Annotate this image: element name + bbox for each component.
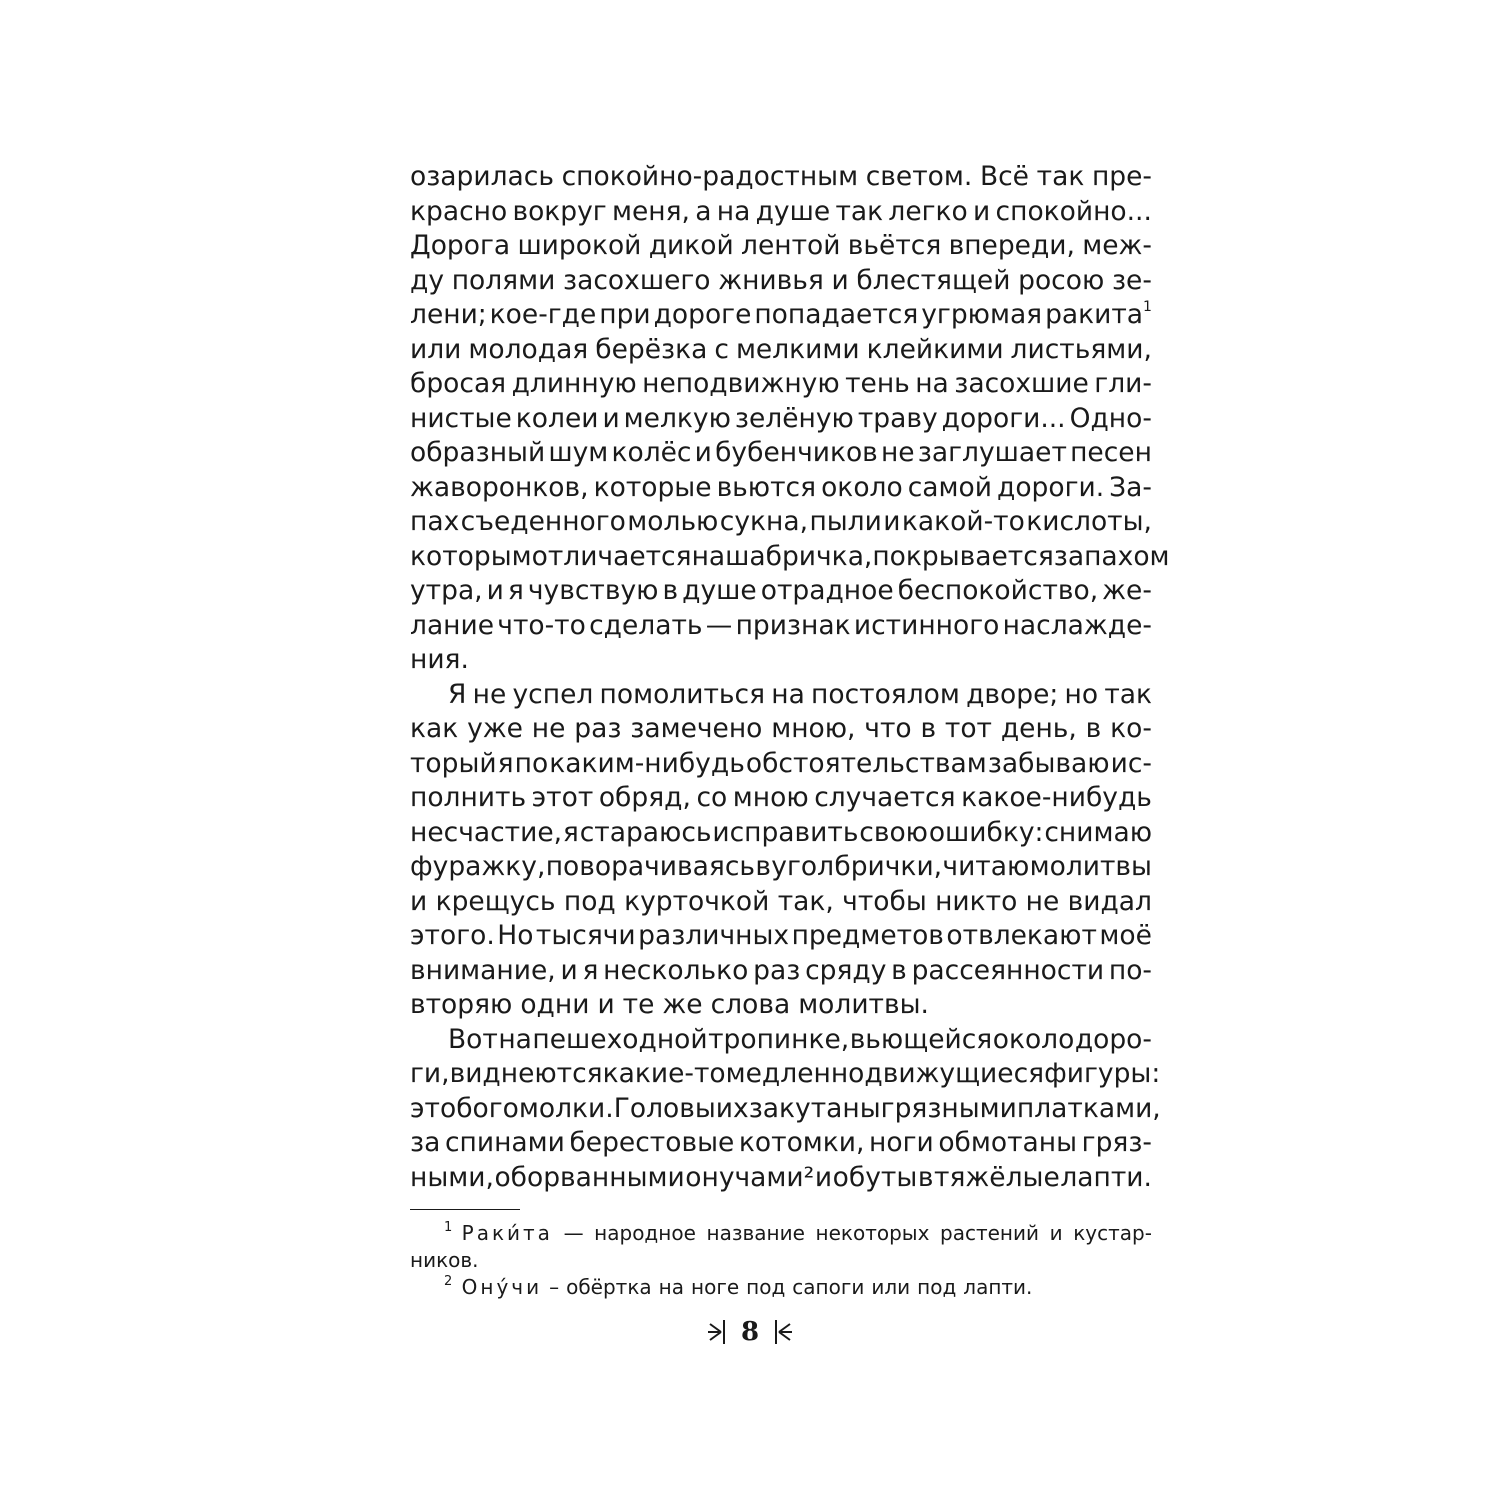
text-line bbox=[410, 436, 1152, 471]
text-line bbox=[410, 471, 1152, 506]
word: Дорога bbox=[410, 230, 511, 261]
word: – bbox=[549, 1275, 560, 1299]
word: несколько bbox=[603, 954, 749, 986]
word: траву bbox=[857, 402, 938, 434]
word: я bbox=[582, 954, 599, 986]
word: дикой bbox=[648, 230, 734, 261]
word: молодая bbox=[468, 333, 589, 365]
text-line bbox=[410, 919, 1152, 954]
word: не bbox=[472, 678, 507, 710]
word: которым bbox=[410, 540, 532, 572]
text-line bbox=[410, 1161, 1152, 1196]
word: клейкими bbox=[866, 333, 1004, 365]
word: пре- bbox=[1091, 161, 1152, 192]
word: листьями, bbox=[1010, 333, 1152, 365]
word: Всё bbox=[979, 161, 1029, 192]
word: забываю bbox=[987, 747, 1110, 779]
word: и bbox=[560, 954, 578, 986]
word: я bbox=[562, 816, 579, 848]
word: и bbox=[597, 989, 615, 1020]
word: — bbox=[563, 1221, 584, 1245]
text-line bbox=[410, 712, 1152, 747]
word: богомолки. bbox=[456, 1092, 614, 1124]
word: дороги... bbox=[941, 402, 1066, 434]
word: берестовые bbox=[569, 1127, 735, 1158]
word: за bbox=[410, 1127, 441, 1158]
word: съеденного bbox=[460, 506, 626, 537]
word: каким-нибудь bbox=[549, 747, 745, 779]
word: гряз- bbox=[1081, 1127, 1152, 1158]
word: мною bbox=[732, 782, 809, 813]
word: светом. bbox=[865, 161, 973, 192]
word: жаворонков, bbox=[410, 471, 589, 503]
text-line bbox=[410, 505, 1152, 540]
word: признак bbox=[735, 609, 851, 641]
word: раз bbox=[574, 713, 622, 744]
word: образный bbox=[410, 437, 546, 468]
word: тяжёлые bbox=[934, 1161, 1060, 1193]
word: бубенчиков bbox=[715, 437, 878, 468]
word: постоялом bbox=[811, 678, 960, 710]
word: со bbox=[696, 782, 728, 813]
word: отвлекают bbox=[946, 920, 1097, 951]
word: угол bbox=[771, 851, 835, 882]
word: я bbox=[507, 575, 524, 606]
text-line bbox=[410, 609, 1152, 644]
word: что-то bbox=[497, 609, 586, 641]
footnote-ref: 1 bbox=[1143, 299, 1152, 316]
word: онучами² bbox=[685, 1161, 815, 1193]
word: платками, bbox=[1016, 1092, 1161, 1124]
word: предметов bbox=[791, 920, 944, 951]
word: около bbox=[992, 1023, 1075, 1055]
word: и bbox=[883, 506, 901, 537]
word: молью bbox=[627, 506, 719, 537]
word: и bbox=[486, 575, 504, 606]
word: лени; bbox=[410, 299, 487, 330]
word: Я bbox=[448, 678, 467, 710]
word: брички, bbox=[834, 851, 943, 882]
word: зелёную bbox=[734, 402, 854, 434]
word: не bbox=[1025, 885, 1060, 917]
word: в bbox=[917, 1161, 934, 1193]
word: обстоятельствам bbox=[745, 747, 987, 779]
text-line bbox=[410, 195, 1152, 230]
word: спокойно-радостным bbox=[561, 161, 859, 192]
word: полнить bbox=[410, 782, 527, 813]
word: тысячи bbox=[535, 920, 636, 951]
word: медленно bbox=[725, 1058, 865, 1089]
body-text bbox=[410, 160, 1170, 1195]
word: но bbox=[1064, 678, 1099, 710]
word: в bbox=[891, 954, 907, 986]
word: песен bbox=[1070, 437, 1152, 468]
word: помолиться bbox=[599, 678, 766, 710]
word: вьющейся bbox=[849, 1023, 993, 1055]
word: дворе; bbox=[966, 678, 1059, 710]
text-line bbox=[410, 264, 1152, 299]
word: сряду bbox=[805, 954, 887, 986]
word: ными, bbox=[410, 1161, 494, 1193]
word: при bbox=[599, 299, 651, 330]
word: ния. bbox=[410, 644, 469, 675]
word: и bbox=[410, 885, 428, 917]
word: кустар- bbox=[1073, 1221, 1152, 1245]
page-footer bbox=[0, 1312, 1500, 1352]
word: обмотаны bbox=[938, 1127, 1078, 1158]
word: народное bbox=[594, 1221, 696, 1245]
word: же bbox=[662, 989, 703, 1020]
word: зе- bbox=[1111, 264, 1152, 296]
word: различных bbox=[638, 920, 790, 951]
word: оборванными bbox=[494, 1161, 685, 1193]
text-line bbox=[410, 678, 1152, 713]
word: исправить bbox=[712, 816, 859, 848]
text-line bbox=[410, 885, 1152, 920]
word: истинного bbox=[853, 609, 1000, 641]
text-line bbox=[410, 816, 1152, 851]
word: моё bbox=[1099, 920, 1152, 951]
word: грязными bbox=[880, 1092, 1017, 1124]
footnotes bbox=[410, 1220, 1152, 1301]
word: запахом bbox=[1053, 540, 1170, 572]
word: полями bbox=[451, 264, 556, 296]
word: засохшие bbox=[954, 368, 1089, 399]
word: не bbox=[880, 437, 915, 468]
word: торый bbox=[410, 747, 497, 779]
word: пешеходной bbox=[532, 1023, 708, 1055]
word: около bbox=[821, 471, 903, 503]
word: обёртка bbox=[566, 1275, 652, 1299]
word: широкой bbox=[517, 230, 642, 261]
word: пыли bbox=[809, 506, 882, 537]
word: какое-нибудь bbox=[961, 782, 1152, 813]
word: ракита$^1$ bbox=[1045, 299, 1152, 330]
word: сукна, bbox=[719, 506, 809, 537]
word: под bbox=[746, 1275, 786, 1299]
word: это bbox=[410, 1092, 457, 1124]
word: и bbox=[814, 1161, 833, 1193]
word: в bbox=[755, 851, 771, 882]
word: чувствую bbox=[527, 575, 659, 606]
word: вьётся bbox=[847, 230, 942, 261]
word: мною, bbox=[771, 713, 856, 744]
word: и bbox=[831, 264, 849, 296]
word: лапти. bbox=[1060, 1161, 1152, 1193]
word: Но bbox=[497, 920, 534, 951]
word: на bbox=[498, 1023, 532, 1055]
word: те bbox=[622, 989, 655, 1020]
word: курточкой bbox=[624, 885, 770, 917]
word: наша bbox=[691, 540, 766, 572]
word: в bbox=[662, 575, 679, 606]
word: тень bbox=[845, 368, 910, 399]
word: или bbox=[410, 333, 462, 365]
word: в bbox=[1085, 713, 1102, 744]
ornament-right-icon bbox=[773, 1318, 793, 1346]
word: или bbox=[871, 1275, 911, 1299]
word: обряд, bbox=[598, 782, 691, 813]
word: Одно- bbox=[1069, 402, 1152, 434]
word: спокойно... bbox=[995, 195, 1152, 227]
word: видал bbox=[1067, 885, 1152, 917]
word: бричка, bbox=[765, 540, 873, 572]
word: мелкую bbox=[623, 402, 731, 434]
word: на bbox=[915, 368, 949, 399]
text-line bbox=[410, 954, 1152, 989]
word: меж- bbox=[1082, 230, 1152, 261]
word: наслажде- bbox=[1002, 609, 1152, 641]
word: я bbox=[497, 747, 514, 779]
text-line bbox=[410, 229, 1152, 264]
word: так bbox=[1104, 678, 1152, 710]
text-line bbox=[410, 643, 1152, 678]
word: раз bbox=[753, 954, 801, 986]
word: так bbox=[1036, 161, 1085, 192]
text-line bbox=[410, 160, 1152, 195]
word: какой-то bbox=[901, 506, 1025, 537]
word: красно bbox=[410, 195, 508, 227]
word: внимание, bbox=[410, 954, 556, 986]
word: длинную bbox=[511, 368, 637, 399]
word: впереди, bbox=[948, 230, 1075, 261]
word: душе bbox=[755, 195, 831, 227]
footnote-term: $^2$ Ону́чи bbox=[444, 1274, 543, 1299]
word: и bbox=[1049, 1221, 1063, 1245]
word: ошибку: bbox=[928, 816, 1044, 848]
word: ги, bbox=[410, 1058, 450, 1089]
page-number: 8 bbox=[740, 1317, 760, 1347]
word: сделать bbox=[589, 609, 703, 641]
word: которые bbox=[593, 471, 712, 503]
word: тот bbox=[944, 713, 992, 744]
text-line bbox=[410, 540, 1170, 575]
word: ис- bbox=[1110, 747, 1152, 779]
word: — bbox=[705, 609, 733, 641]
word: так, bbox=[777, 885, 834, 917]
word: фуражку, bbox=[410, 851, 546, 882]
word: в bbox=[920, 713, 937, 744]
word: беспокойство, bbox=[897, 575, 1099, 606]
word: душе bbox=[682, 575, 757, 606]
word: виднеются bbox=[449, 1058, 603, 1089]
word: на bbox=[716, 195, 751, 227]
word: лапти. bbox=[963, 1275, 1033, 1299]
word: нистые bbox=[410, 402, 512, 434]
word: успел bbox=[512, 678, 594, 710]
text-line bbox=[410, 298, 1152, 333]
word: шум bbox=[548, 437, 609, 468]
word: мелкими bbox=[735, 333, 860, 365]
word: свою bbox=[859, 816, 928, 848]
word: стараюсь bbox=[579, 816, 712, 848]
word: озарилась bbox=[410, 161, 554, 192]
word: по bbox=[514, 747, 549, 779]
word: бросая bbox=[410, 368, 507, 399]
word: чтобы bbox=[842, 885, 927, 917]
word: некоторых bbox=[815, 1221, 930, 1245]
word: пах bbox=[410, 506, 460, 537]
word: замечено bbox=[630, 713, 763, 744]
word: покрывается bbox=[872, 540, 1054, 572]
word: с bbox=[714, 333, 729, 365]
word: угрюмая bbox=[921, 299, 1043, 330]
word: дороги. bbox=[997, 471, 1105, 503]
word: молитвы bbox=[1029, 851, 1152, 882]
word: тропинке, bbox=[708, 1023, 850, 1055]
word: лание bbox=[410, 609, 495, 641]
word: меня, bbox=[611, 195, 690, 227]
word: рассеянности bbox=[911, 954, 1105, 986]
word: читаю bbox=[942, 851, 1030, 882]
footnote-line bbox=[410, 1220, 1152, 1247]
word: дороге bbox=[653, 299, 752, 330]
word: уже bbox=[467, 713, 523, 744]
word: слова bbox=[710, 989, 791, 1020]
text-line bbox=[410, 1126, 1152, 1161]
word: на bbox=[771, 678, 805, 710]
word: отрадное bbox=[760, 575, 894, 606]
word: движущиеся bbox=[864, 1058, 1045, 1089]
text-line bbox=[410, 1023, 1152, 1058]
word: кое-где bbox=[489, 299, 597, 330]
word: гли- bbox=[1094, 368, 1152, 399]
word: отличается bbox=[531, 540, 692, 572]
word: день, bbox=[1000, 713, 1077, 744]
word: утра, bbox=[410, 575, 483, 606]
word: поворачиваясь bbox=[545, 851, 756, 882]
word: случается bbox=[814, 782, 956, 813]
ornament-left-icon bbox=[707, 1318, 727, 1346]
word: под bbox=[917, 1275, 957, 1299]
word: растений bbox=[940, 1221, 1039, 1245]
word: самой bbox=[907, 471, 992, 503]
word: крещусь bbox=[435, 885, 556, 917]
word: так bbox=[835, 195, 884, 227]
word: а bbox=[695, 195, 712, 227]
text-line bbox=[410, 747, 1152, 782]
word: жнивья bbox=[718, 264, 824, 296]
text-line bbox=[410, 781, 1152, 816]
text-line bbox=[410, 367, 1152, 402]
text-line bbox=[410, 1092, 1161, 1127]
footnote-line bbox=[410, 1247, 1152, 1274]
word: вторяю bbox=[410, 989, 513, 1020]
word: под bbox=[563, 885, 616, 917]
text-line bbox=[410, 402, 1152, 437]
word: заглушает bbox=[917, 437, 1067, 468]
word: вокруг bbox=[512, 195, 607, 227]
word: вьются bbox=[716, 471, 817, 503]
word: засохшего bbox=[563, 264, 711, 296]
word: что bbox=[864, 713, 912, 744]
word: какие-то bbox=[602, 1058, 726, 1089]
word: лентой bbox=[741, 230, 841, 261]
footnote-divider bbox=[410, 1209, 520, 1210]
text-line bbox=[410, 574, 1152, 609]
text-line bbox=[410, 333, 1152, 368]
word: этот bbox=[531, 782, 594, 813]
text-line bbox=[410, 988, 1152, 1023]
word: росою bbox=[1018, 264, 1105, 296]
word: берёзка bbox=[595, 333, 708, 365]
word: фигуры: bbox=[1044, 1058, 1161, 1089]
word: ноги bbox=[869, 1127, 934, 1158]
word: обуты bbox=[832, 1161, 918, 1193]
word: молитвы. bbox=[798, 989, 929, 1020]
word: и bbox=[973, 195, 991, 227]
text-line bbox=[410, 850, 1152, 885]
word: ноге bbox=[691, 1275, 740, 1299]
word: никто bbox=[935, 885, 1018, 917]
word: сапоги bbox=[792, 1275, 865, 1299]
footnote-term: $^1$ Раки́та bbox=[444, 1220, 553, 1245]
word: как bbox=[410, 713, 459, 744]
word: ников. bbox=[410, 1248, 479, 1272]
word: За- bbox=[1109, 471, 1152, 503]
word: Вот bbox=[448, 1023, 498, 1055]
word: название bbox=[706, 1221, 805, 1245]
word: ду bbox=[410, 264, 445, 296]
word: блестящей bbox=[856, 264, 1011, 296]
word: колёс bbox=[611, 437, 692, 468]
word: неподвижную bbox=[642, 368, 840, 399]
footnote-line bbox=[410, 1274, 1152, 1301]
page-text-block bbox=[410, 160, 1170, 1301]
word: кислоты, bbox=[1026, 506, 1152, 537]
word: на bbox=[658, 1275, 685, 1299]
word: легко bbox=[888, 195, 968, 227]
word: этого. bbox=[410, 920, 495, 951]
word: не bbox=[531, 713, 566, 744]
word: несчастие, bbox=[410, 816, 563, 848]
word: одни bbox=[520, 989, 590, 1020]
word: по- bbox=[1108, 954, 1152, 986]
word: снимаю bbox=[1044, 816, 1152, 848]
word: закутаны bbox=[748, 1092, 881, 1124]
word: и bbox=[694, 437, 712, 468]
word: спинами bbox=[444, 1127, 565, 1158]
word: же- bbox=[1102, 575, 1152, 606]
word: колеи bbox=[515, 402, 599, 434]
word: котомки, bbox=[738, 1127, 865, 1158]
word: Головы bbox=[613, 1092, 716, 1124]
word: попадается bbox=[754, 299, 919, 330]
word: их bbox=[715, 1092, 749, 1124]
word: доро- bbox=[1074, 1023, 1152, 1055]
text-line bbox=[410, 1057, 1161, 1092]
word: ко- bbox=[1110, 713, 1152, 744]
word: и bbox=[602, 402, 620, 434]
